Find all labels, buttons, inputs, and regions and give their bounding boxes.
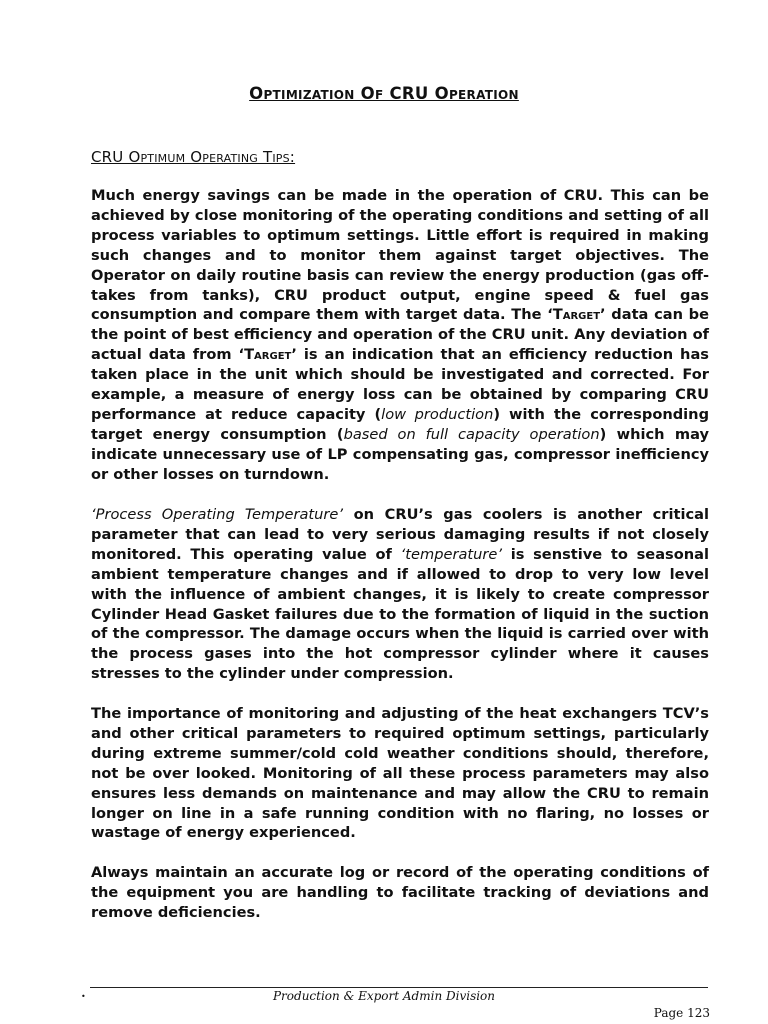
p1-text-d: ) with the corresponding target energy consumption ( (91, 405, 710, 443)
target-term-2: Target (244, 346, 292, 364)
p1-text-c: ’ is an indication that an efficiency reduction has taken place in the unit which should be investigated and corrected. For example, a measure of energy loss can be obtained by comparing CRU performance at reduce capacity ( (91, 346, 709, 423)
low-production-term: low production (381, 405, 494, 423)
paragraph-operating-log: Always maintain an accurate log or record of the operating conditions of the equipment you are handling to facilitate tracking of deviations and remove deficiencies. (91, 864, 709, 921)
footer-division: Production & Export Admin Division (272, 989, 496, 1003)
p1-text-a: Much energy savings can be made in the operation of CRU. This can be achieved by close monitoring of the operating conditions and setting of all process variables to optimum settings. Little effort is required in making such changes and to monitor them against target objectives. The Operator on daily routine basis can review the energy production (gas off-takes from tanks), CRU product output, engine speed & fuel gas consumption and compare them with target data. The ‘ (91, 187, 709, 324)
p1-text-e: ) which may indicate unnecessary use of LP compensating gas, compressor inefficiency or other losses on turndown. (91, 425, 709, 483)
section-subheading: CRU Optimum Operating Tips: (91, 148, 296, 166)
p1-text-b: ’ data can be the point of best efficiency and operation of the CRU unit. Any deviation of actual data from ‘ (91, 306, 710, 364)
page-title: Optimization Of CRU Operation (249, 84, 519, 103)
paragraph-heat-exchangers: The importance of monitoring and adjusting of the heat exchangers TCV’s and other critical parameters to required optimum settings, particularly during extreme summer/cold cold weather conditions should, therefore, not be over looked. Monitoring of all these process parameters may also ensures less demands on maintenance and may allow the CRU to remain longer on line in a safe running condition with no flaring, no losses or wastage of energy experienced. (91, 705, 709, 842)
footer-dot: • (81, 992, 86, 1001)
p2-text-b: is senstive to seasonal ambient temperature changes and if allowed to drop to very low level with the influence of ambient changes, it is likely to create compressor Cylinder Head Gasket failures due to the formation of liquid in the suction of the compressor. The damage occurs when the liquid is carried over with the process gases into the hot compressor cylinder where it causes stresses to the cylinder under compression. (91, 545, 710, 683)
paragraph-energy-savings (91, 186, 709, 485)
footer-divider (90, 987, 708, 988)
full-capacity-term: based on full capacity operation (343, 425, 600, 443)
temperature-term: ‘temperature’ (400, 545, 502, 563)
paragraph-process-temperature (91, 505, 709, 684)
p2-text-a: on CRU’s gas coolers is another critical parameter that can lead to very serious damaging results if not closely monitored. This operating value of (91, 506, 709, 563)
process-temp-term: ‘Process Operating Temperature’ (91, 506, 343, 523)
page-number: Page 123 (653, 1006, 710, 1020)
target-term-1: Target (552, 306, 601, 324)
